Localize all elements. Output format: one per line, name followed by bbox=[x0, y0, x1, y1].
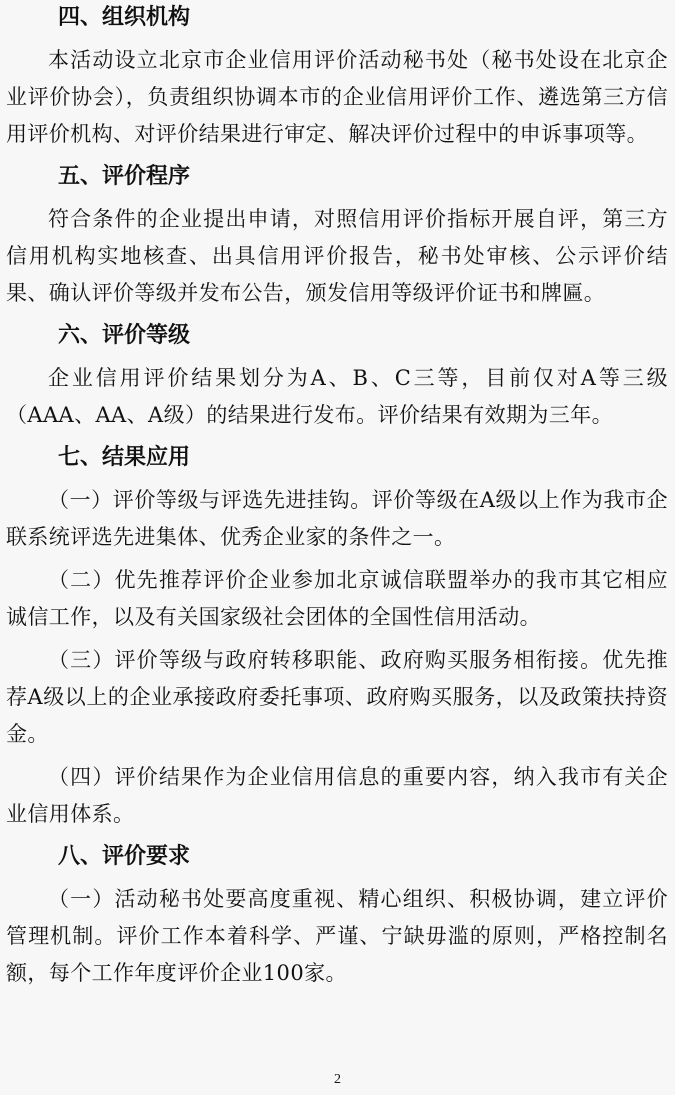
paragraph: （一）评价等级与评选先进挂钩。评价等级在A级以上作为我市企联系统评选先进集体、优秀企业家的条件之一。 bbox=[6, 488, 668, 549]
paragraph: 本活动设立北京市企业信用评价活动秘书处（秘书处设在北京企业评价协会），负责组织协调本市的企业信用评价工作、遴选第三方信用评价机构、对评价结果进行审定、解决评价过程中的申诉事项等。 bbox=[6, 48, 668, 146]
paragraph: 企业信用评价结果划分为A、B、C三等，目前仅对A等三级（AAA、AA、A级）的结果进行发布。评价结果有效期为三年。 bbox=[6, 366, 668, 427]
section-heading: 六、评价等级 bbox=[58, 323, 191, 348]
paragraph: （三）评价等级与政府转移职能、政府购买服务相衔接。优先推荐A级以上的企业承接政府委托事项、政府购买服务，以及政策扶持资金。 bbox=[6, 648, 668, 746]
document-body bbox=[6, 0, 668, 998]
section-heading: 八、评价要求 bbox=[58, 844, 191, 869]
paragraph: 符合条件的企业提出申请，对照信用评价指标开展自评，第三方信用机构实地核查、出具信用评价报告，秘书处审核、公示评价结果、确认评价等级并发布公告，颁发信用等级评价证书和牌匾。 bbox=[6, 207, 668, 305]
section-heading: 七、结果应用 bbox=[58, 445, 191, 470]
section-heading: 四、组织机构 bbox=[58, 5, 191, 30]
section-organization bbox=[6, 0, 668, 153]
paragraph: （四）评价结果作为企业信用信息的重要内容，纳入我市有关企业信用体系。 bbox=[6, 765, 668, 826]
section-grades bbox=[6, 318, 668, 434]
section-procedure bbox=[6, 159, 668, 312]
section-requirements bbox=[6, 839, 668, 992]
section-application bbox=[6, 440, 668, 833]
paragraph: （一）活动秘书处要高度重视、精心组织、积极协调，建立评价管理机制。评价工作本着科学、严谨、宁缺毋滥的原则，严格控制名额，每个工作年度评价企业100家。 bbox=[6, 887, 668, 985]
paragraph: （二）优先推荐评价企业参加北京诚信联盟举办的我市其它相应诚信工作，以及有关国家级社会团体的全国性信用活动。 bbox=[6, 568, 668, 629]
page-number: 2 bbox=[334, 1072, 341, 1087]
section-heading: 五、评价程序 bbox=[58, 164, 191, 189]
